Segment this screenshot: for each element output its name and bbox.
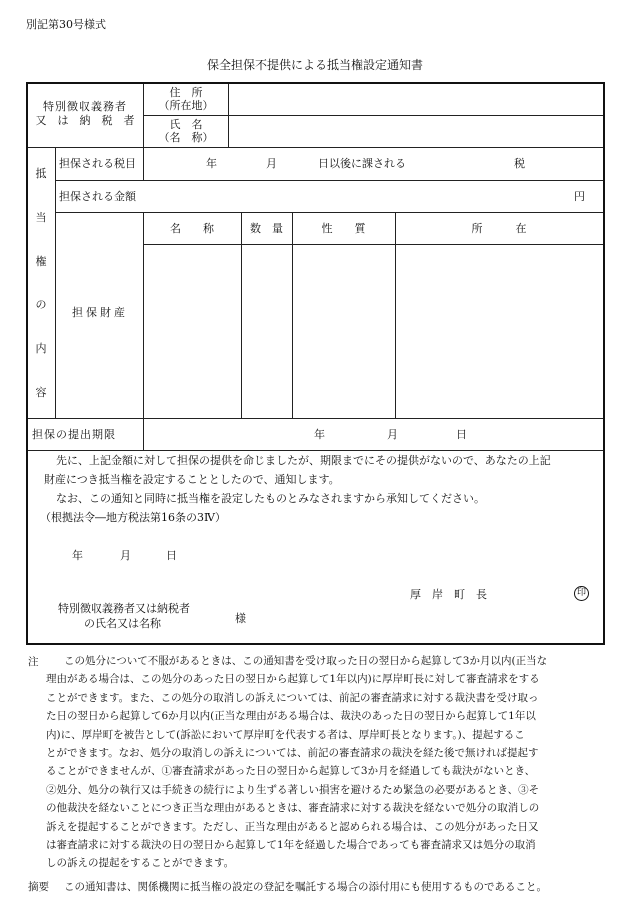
property-quantity-field[interactable] bbox=[242, 245, 292, 417]
tax-after-text: 日以後に課される bbox=[318, 157, 406, 170]
notes-line: とができます。なお、処分の取消しの訴えについては、前記の審査請求の裁決を経た後で無ければ提起す bbox=[46, 747, 539, 760]
secured-tax-label: 担保される税目 bbox=[59, 157, 136, 170]
date-month-unit: 月 bbox=[120, 549, 131, 562]
divider bbox=[28, 450, 603, 451]
notes-line: ②処分、処分の執行又は手続きの続行により生ずる著しい損害を避けるため緊急の必要があるとき、③そ bbox=[46, 783, 540, 796]
taxpayer-label-line1: 特別徴収義務者 bbox=[43, 100, 127, 113]
notes-line: は審査請求に対する裁決の日の翌日から起算して1年を経過した場合であっても審査請求又は処分の取消 bbox=[46, 839, 536, 852]
notes-line: 理由がある場合は、この処分のあった日の翌日から起算して1年以内)に厚岸町長に対して審査請求をする bbox=[46, 673, 540, 686]
secured-amount-label: 担保される金額 bbox=[59, 190, 136, 203]
recipient-honorific: 様 bbox=[235, 612, 246, 625]
divider bbox=[28, 418, 603, 419]
taxpayer-label-line2: 又 は 納 税 者 bbox=[35, 114, 135, 127]
remarks-text: この通知書は、関係機関に抵当権の設定の登記を嘱託する場合の添付用にも使用するものであること。 bbox=[64, 881, 547, 893]
name-field[interactable] bbox=[229, 116, 603, 147]
property-label: 担保財産 bbox=[72, 306, 128, 319]
body-line-3: なお、この通知と同時に抵当権を設定したものとみなされますから承知してください。 bbox=[56, 492, 485, 505]
vertical-char: 容 bbox=[35, 385, 47, 399]
body-line-1: 先に、上記金額に対して担保の提供を命じましたが、期限までにその提供がないので、あなたの上記 bbox=[56, 454, 551, 467]
notes-line: ことができます。また、この処分の取消しの訴えについては、前記の審査請求に対する裁決書を受け取っ bbox=[46, 691, 539, 704]
notes-line: しの訴えの提起をすることができます。 bbox=[46, 857, 235, 870]
address-sub-label: （所在地） bbox=[158, 99, 214, 112]
date-day-unit: 日 bbox=[166, 549, 177, 562]
property-name-field[interactable] bbox=[144, 245, 241, 417]
deadline-year-unit: 年 bbox=[314, 428, 325, 441]
address-field[interactable] bbox=[229, 84, 603, 115]
issuer-title: 厚 岸 町 長 bbox=[410, 588, 487, 601]
column-location-header: 所 在 bbox=[471, 222, 527, 235]
notes-line: た日の翌日から起算して6か月以内(正当な理由がある場合は、裁決のあった日の翌日から起算して1年以 bbox=[46, 710, 536, 723]
yen-unit: 円 bbox=[574, 190, 585, 203]
tax-year-unit: 年 bbox=[206, 157, 217, 170]
tax-month-unit: 月 bbox=[266, 157, 277, 170]
divider bbox=[143, 418, 144, 450]
vertical-char: 当 bbox=[35, 210, 47, 224]
deadline-label: 担保の提出期限 bbox=[32, 428, 116, 441]
notes-line: の他裁決を経ないことにつき正当な理由があるときは、審査請求に対する裁決を経ないで処分の取消しの bbox=[46, 802, 540, 815]
vertical-char: 権 bbox=[35, 254, 47, 268]
property-nature-field[interactable] bbox=[293, 245, 395, 417]
deadline-month-unit: 月 bbox=[387, 428, 398, 441]
divider bbox=[143, 84, 144, 147]
page-title: 保全担保不提供による抵当権設定通知書 bbox=[206, 58, 423, 72]
divider bbox=[55, 212, 603, 213]
notes-line: 訴えを提起することができます。ただし、正当な理由があると認められる場合は、この処分があった日又 bbox=[46, 820, 539, 833]
column-nature-header: 性 質 bbox=[321, 222, 366, 235]
divider bbox=[143, 147, 144, 180]
notes-line: ることができませんが、①審査請求があった日の翌日から起算して3か月を経過しても裁決がないとき、 bbox=[46, 765, 536, 778]
column-name-header: 名 称 bbox=[170, 222, 214, 235]
divider bbox=[28, 147, 603, 148]
name-label: 氏 名 bbox=[169, 118, 203, 131]
legal-basis: （根拠法令―地方税法第16条の3Ⅳ） bbox=[40, 511, 226, 524]
deadline-day-unit: 日 bbox=[456, 428, 467, 441]
vertical-char: 抵 bbox=[35, 167, 47, 180]
vertical-char: 内 bbox=[35, 342, 47, 356]
seal-stamp: 印 bbox=[574, 586, 589, 601]
date-year-unit: 年 bbox=[72, 549, 83, 562]
body-line-2: 財産につき抵当権を設定することとしたので、通知します。 bbox=[44, 473, 340, 486]
notes-line: 内)に、厚岸町を被告として(訴訟において厚岸町を代表する者は、厚岸町長となります。)、提起するこ bbox=[46, 728, 525, 741]
tax-unit: 税 bbox=[514, 157, 525, 170]
form-number: 別記第30号様式 bbox=[26, 18, 106, 31]
divider bbox=[55, 147, 56, 418]
notes-line: この処分について不服があるときは、この通知書を受け取った日の翌日から起算して3か月以内(正当な bbox=[64, 655, 548, 667]
property-location-field[interactable] bbox=[396, 245, 603, 417]
notes-text bbox=[46, 652, 606, 873]
notes-label: 注 bbox=[28, 656, 39, 668]
remarks-label: 摘要 bbox=[28, 881, 49, 893]
vertical-char: の bbox=[35, 298, 47, 312]
column-quantity-header: 数 量 bbox=[250, 222, 283, 235]
recipient-line-2: の氏名又は名称 bbox=[84, 617, 161, 630]
secured-amount-field[interactable] bbox=[145, 181, 565, 211]
address-label: 住 所 bbox=[169, 86, 203, 99]
name-sub-label: （名 称） bbox=[158, 131, 214, 144]
mortgage-content-vertical-label bbox=[30, 168, 52, 398]
recipient-line-1: 特別徴収義務者又は納税者 bbox=[58, 602, 190, 615]
